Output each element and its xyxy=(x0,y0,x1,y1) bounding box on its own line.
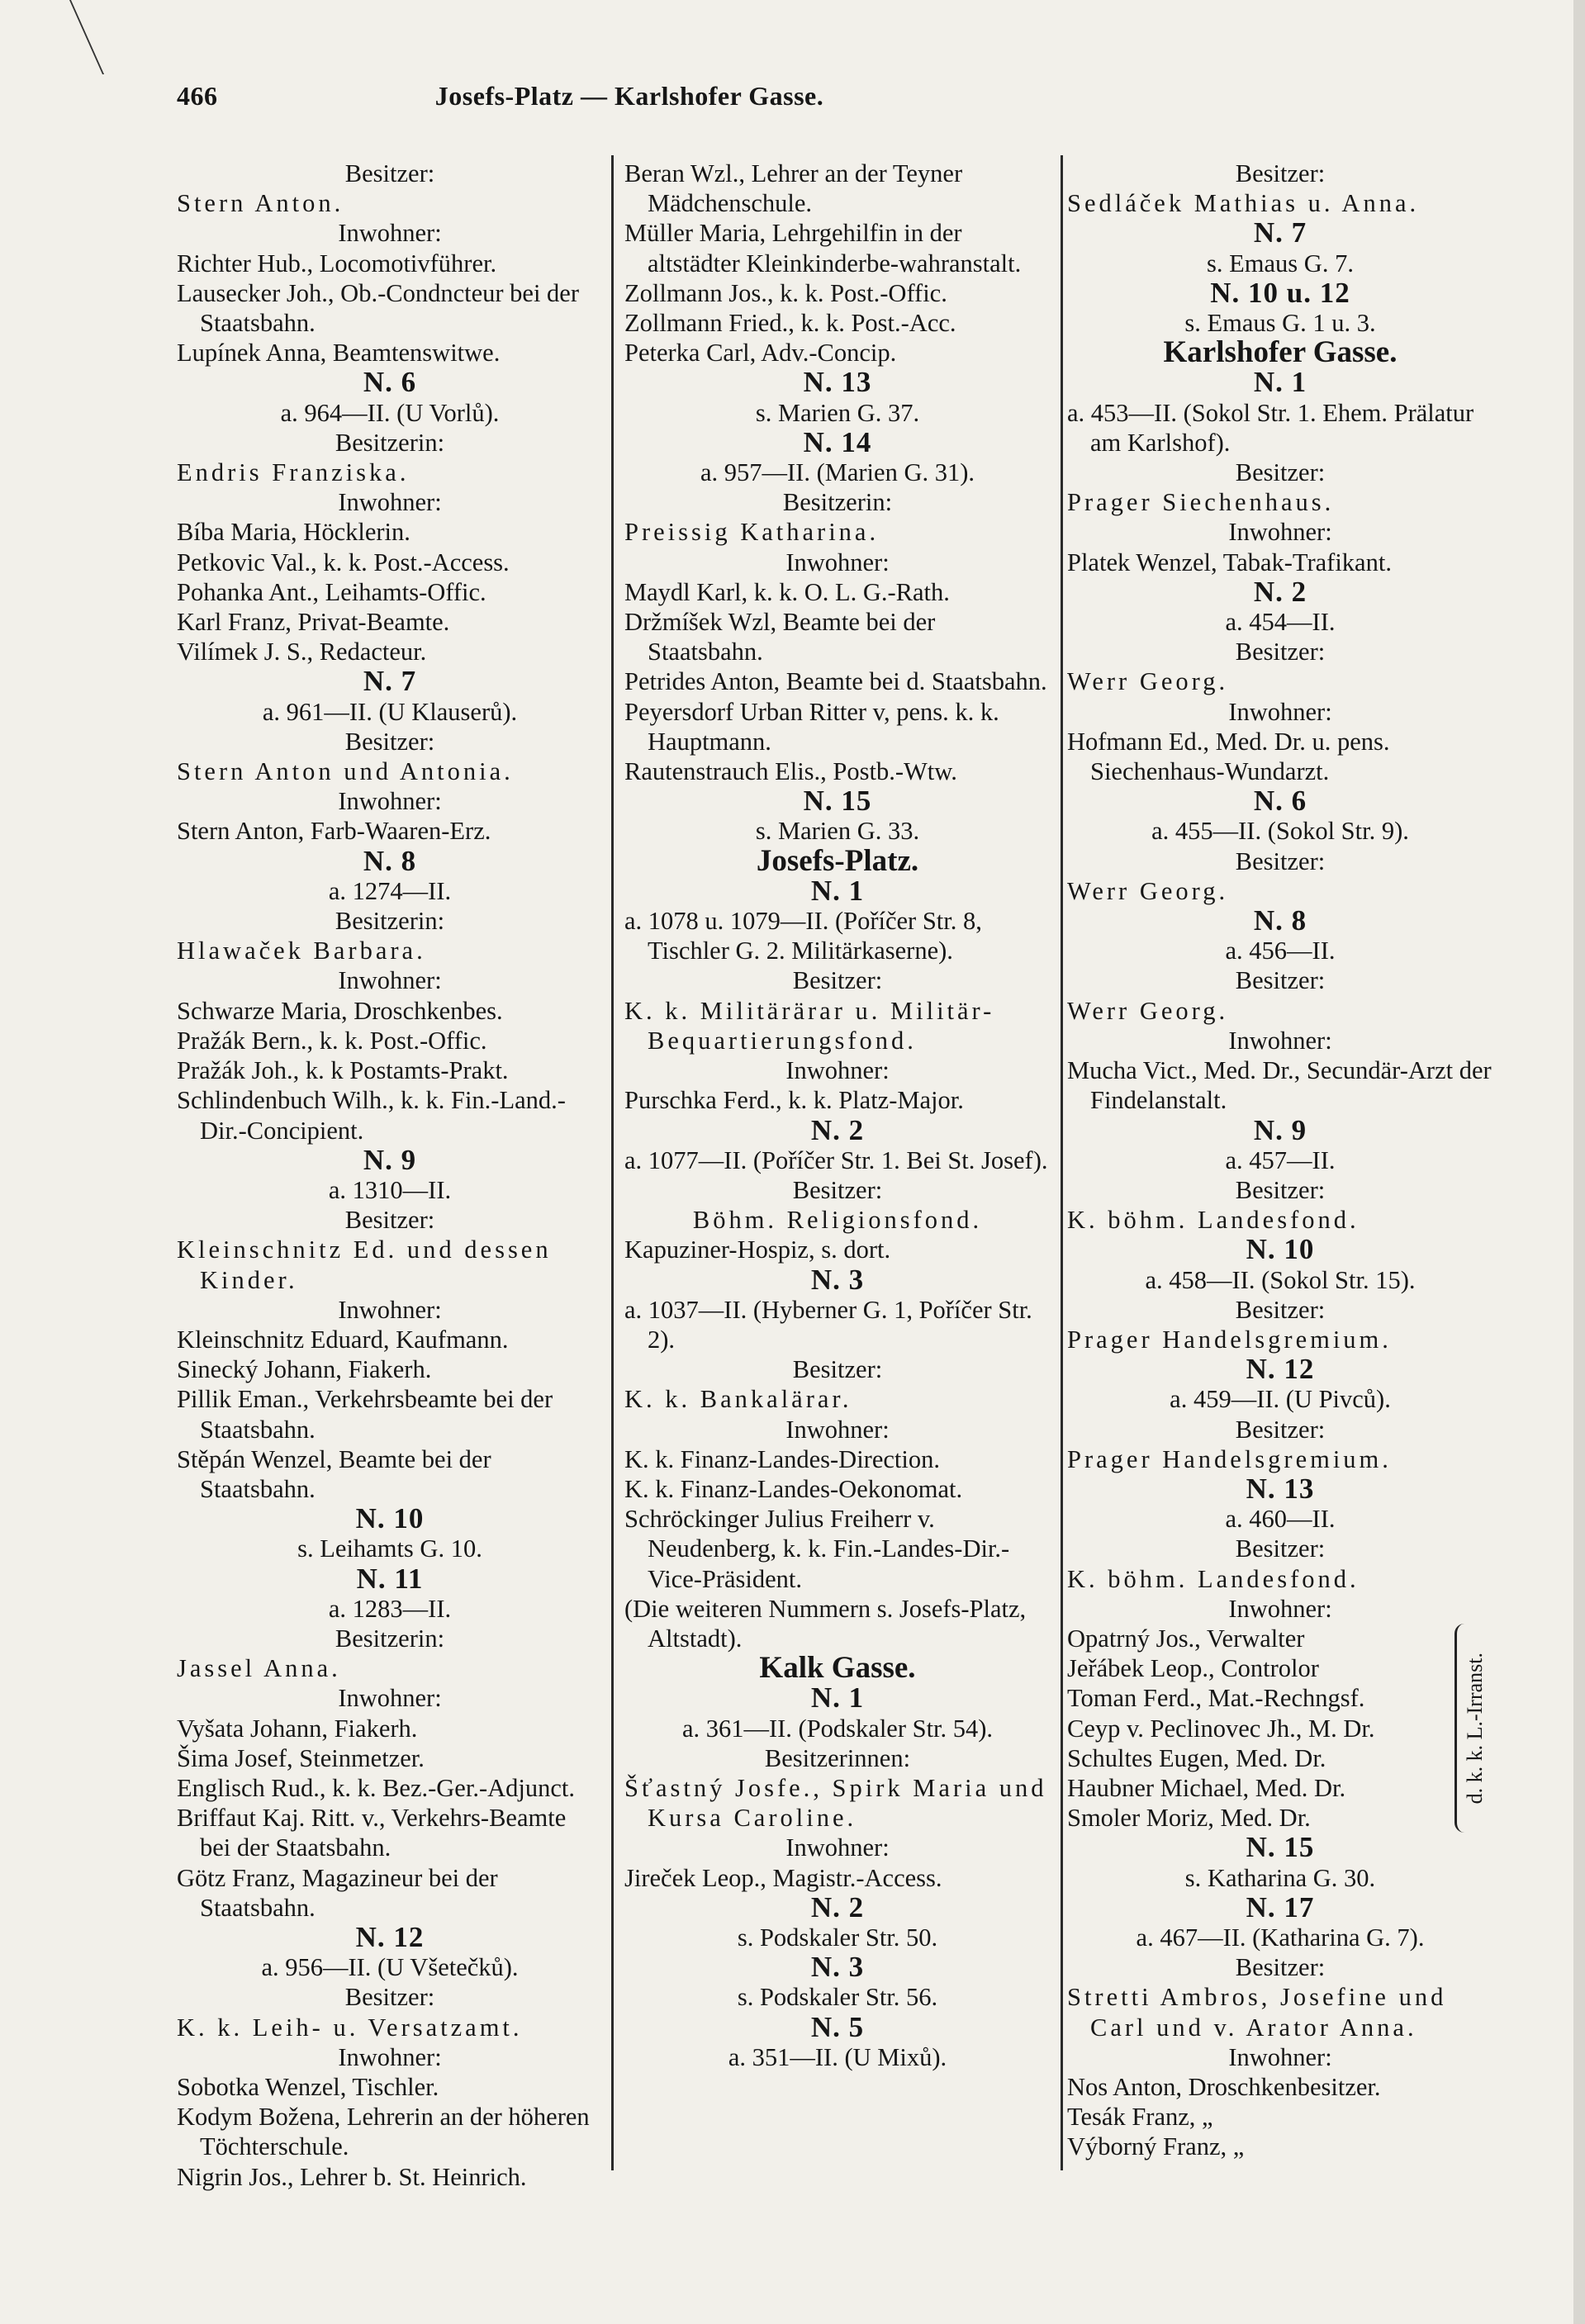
page-title: Josefs-Platz — Karlshofer Gasse. xyxy=(434,81,824,111)
house-number: N. 9 xyxy=(1253,1113,1307,1146)
directory-entry: Schlindenbuch Wilh., k. k. Fin.-Land.-Dir.-Concipient. xyxy=(177,1086,566,1145)
owner-name: Prager Handelsgremium. xyxy=(1067,1325,1392,1354)
house-number: N. 7 xyxy=(363,665,417,698)
directory-entry: Petkovic Val., k. k. Post.-Access. xyxy=(177,548,510,576)
directory-entry: Schultes Eugen, Med. Dr. xyxy=(1067,1743,1326,1772)
section-label: a. 460—II. xyxy=(1225,1505,1336,1534)
section-label: a. 457—II. xyxy=(1225,1145,1336,1174)
directory-entry: Rautenstrauch Elis., Postb.-Wtw. xyxy=(624,757,957,786)
directory-entry: Ceyp v. Peclinovec Jh., M. Dr. xyxy=(1067,1714,1375,1743)
section-label: s. Marien G. 33. xyxy=(755,817,920,846)
directory-entry: Kodym Božena, Lehrerin an der höheren Töchterschule. xyxy=(177,2103,590,2161)
owner-name: Prager Siechenhaus. xyxy=(1067,488,1335,517)
section-label: Inwohner: xyxy=(1228,2042,1332,2071)
section-label: a. 957—II. (Marien G. 31). xyxy=(700,458,975,487)
directory-entry: Zollmann Fried., k. k. Post.-Acc. xyxy=(624,309,956,338)
house-number: N. 14 xyxy=(803,425,872,458)
directory-entry: Smoler Moriz, Med. Dr. xyxy=(1067,1804,1311,1833)
section-label: Inwohner: xyxy=(338,1684,442,1713)
owner-name: Jassel Anna. xyxy=(177,1654,341,1683)
house-number: N. 2 xyxy=(810,1113,865,1146)
directory-entry: Purschka Ferd., k. k. Platz-Major. xyxy=(624,1086,964,1115)
section-label: s. Katharina G. 30. xyxy=(1184,1863,1376,1892)
directory-entry: Lupínek Anna, Beamtenswitwe. xyxy=(177,339,501,368)
section-label: Inwohner: xyxy=(338,219,442,248)
section-label: s. Emaus G. 7. xyxy=(1207,249,1354,277)
section-label: Inwohner: xyxy=(1228,518,1332,547)
directory-entry: Hofmann Ed., Med. Dr. u. pens. Siechenhaus-Wundarzt. xyxy=(1067,727,1390,786)
owner-name: K. k. Militärärar u. Militär-Bequartierungsfond. xyxy=(624,996,995,1055)
directory-entry: Pohanka Ant., Leihamts-Offic. xyxy=(177,577,486,606)
section-label: Inwohner: xyxy=(785,1415,890,1444)
house-number: N. 1 xyxy=(1253,366,1307,399)
house-number: N. 10 xyxy=(355,1502,425,1535)
house-number: N. 2 xyxy=(1253,575,1307,608)
directory-entry: Stěpán Wenzel, Beamte bei der Staatsbahn. xyxy=(177,1444,491,1503)
owner-name: Preissig Katharina. xyxy=(624,518,880,547)
directory-entry: Stern Anton, Farb-Waaren-Erz. xyxy=(177,817,491,846)
page-edge xyxy=(1573,0,1585,2324)
section-label: Besitzer: xyxy=(344,159,435,187)
section-label: a. 456—II. xyxy=(1225,937,1336,965)
section-label: Besitzer: xyxy=(792,966,883,995)
house-number: N. 10 u. 12 xyxy=(1210,276,1350,309)
section-label: s. Podskaler Str. 56. xyxy=(737,1983,938,2012)
house-number: N. 12 xyxy=(355,1920,425,1953)
directory-entry: Kleinschnitz Eduard, Kaufmann. xyxy=(177,1325,509,1354)
section-label: Inwohner: xyxy=(1228,1594,1332,1623)
directory-entry: Zollmann Jos., k. k. Post.-Offic. xyxy=(624,278,947,307)
house-number: N. 8 xyxy=(363,844,417,877)
section-label: a. 956—II. (U Všetečků). xyxy=(261,1953,519,1982)
directory-entry: Kapuziner-Hospiz, s. dort. xyxy=(624,1236,891,1264)
column-3 xyxy=(1067,159,1493,2162)
section-label: a. 459—II. (U Pivců). xyxy=(1170,1385,1391,1414)
section-label: Besitzer: xyxy=(344,1206,435,1235)
section-label: a. 455—II. (Sokol Str. 9). xyxy=(1151,817,1409,846)
section-label: Besitzerinnen: xyxy=(764,1743,911,1772)
section-label: Besitzer: xyxy=(792,1175,883,1204)
directory-entry: Götz Franz, Magazineur bei der Staatsbahn. xyxy=(177,1863,498,1922)
house-number: N. 8 xyxy=(1253,904,1307,937)
owner-name: Stern Anton und Antonia. xyxy=(177,757,514,786)
house-number: N. 6 xyxy=(1253,785,1307,818)
directory-entry: Richter Hub., Locomotivführer. xyxy=(177,249,497,277)
bracket-items xyxy=(1067,1624,1453,1833)
section-label: Inwohner: xyxy=(338,787,442,816)
directory-entry: Sinecký Johann, Fiakerh. xyxy=(177,1355,432,1384)
directory-entry: (Die weiteren Nummern s. Josefs-Platz, Altstadt). xyxy=(624,1594,1027,1653)
directory-entry: Petrides Anton, Beamte bei d. Staatsbahn. xyxy=(624,667,1047,696)
owner-name: Kleinschnitz Ed. und dessen Kinder. xyxy=(177,1236,552,1294)
section-label: s. Podskaler Str. 50. xyxy=(737,1923,938,1952)
directory-entry: Schwarze Maria, Droschkenbes. xyxy=(177,996,503,1025)
directory-entry: Sobotka Wenzel, Tischler. xyxy=(177,2073,439,2101)
directory-entry: Pražák Joh., k. k Postamts-Prakt. xyxy=(177,1056,509,1085)
section-label: a. 1310—II. xyxy=(328,1175,452,1204)
corner-mark xyxy=(33,0,104,74)
section-label: Inwohner: xyxy=(785,1833,890,1862)
owner-name: Stretti Ambros, Josefine und Carl und v. Arator Anna. xyxy=(1067,1983,1447,2042)
section-label: Inwohner: xyxy=(785,1056,890,1085)
section-label: Besitzer: xyxy=(344,727,435,756)
directory-entry: Výborný Franz, „ xyxy=(1067,2132,1245,2161)
section-label: a. 1274—II. xyxy=(328,876,452,905)
directory-entry: Karl Franz, Privat-Beamte. xyxy=(177,608,450,637)
directory-entry: Schröckinger Julius Freiherr v. Neudenberg, k. k. Fin.-Landes-Dir.-Vice-Präsident. xyxy=(624,1505,1010,1593)
section-label: a. 961—II. (U Klauserů). xyxy=(262,697,518,726)
house-number: N. 3 xyxy=(810,1263,865,1296)
section-label: a. 1283—II. xyxy=(328,1594,452,1623)
section-label: s. Leihamts G. 10. xyxy=(297,1534,482,1563)
directory-entry: Peterka Carl, Adv.-Concip. xyxy=(624,339,897,368)
house-number: N. 2 xyxy=(810,1890,865,1923)
street-heading: Josefs-Platz. xyxy=(756,843,919,878)
house-number: N. 1 xyxy=(810,874,865,907)
street-heading: Kalk Gasse. xyxy=(759,1651,916,1686)
house-number: N. 13 xyxy=(1246,1472,1315,1505)
house-number: N. 10 xyxy=(1246,1233,1315,1266)
section-label: Besitzer: xyxy=(1235,966,1326,995)
section-label: a. 467—II. (Katharina G. 7). xyxy=(1136,1923,1425,1952)
section-label: Besitzer: xyxy=(1235,1534,1326,1563)
column-divider xyxy=(611,155,614,2170)
owner-name: Endris Franziska. xyxy=(177,458,410,487)
section-label: Inwohner: xyxy=(338,1295,442,1324)
section-label: Besitzerin: xyxy=(335,1624,445,1653)
house-number: N. 12 xyxy=(1246,1353,1315,1386)
section-label: Besitzerin: xyxy=(335,907,445,936)
section-label: a. 964—II. (U Vorlů). xyxy=(280,398,500,427)
house-number: N. 7 xyxy=(1253,216,1307,249)
bracket-label-text: d. k. k. L.-Irranst. xyxy=(1462,1652,1487,1805)
section-label: Besitzer: xyxy=(1235,1953,1326,1982)
house-number: N. 1 xyxy=(810,1681,865,1715)
section-label: Besitzer: xyxy=(1235,1415,1326,1444)
section-label: Inwohner: xyxy=(1228,1026,1332,1055)
bracket-group xyxy=(1067,1624,1493,1833)
directory-entry: Nigrin Jos., Lehrer b. St. Heinrich. xyxy=(177,2162,527,2191)
directory-entry: Tesák Franz, „ xyxy=(1067,2103,1213,2132)
section-label: Inwohner: xyxy=(338,2042,442,2071)
column-2 xyxy=(624,159,1051,2072)
directory-entry: a. 1037—II. (Hyberner G. 1, Poříčer Str. 2). xyxy=(624,1295,1032,1354)
owner-name: Werr Georg. xyxy=(1067,996,1229,1025)
section-label: a. 351—II. (U Mixů). xyxy=(728,2042,947,2071)
section-label: Inwohner: xyxy=(338,966,442,995)
directory-entry: Briffaut Kaj. Ritt. v., Verkehrs-Beamte bei der Staatsbahn. xyxy=(177,1804,567,1862)
section-label: Besitzer: xyxy=(1235,847,1326,875)
section-label: Besitzer: xyxy=(792,1355,883,1384)
section-label: Besitzer: xyxy=(1235,1175,1326,1204)
house-number: N. 6 xyxy=(363,366,417,399)
directory-entry: Opatrný Jos., Verwalter xyxy=(1067,1624,1305,1653)
directory-entry: Toman Ferd., Mat.-Rechngsf. xyxy=(1067,1684,1365,1713)
directory-entry: Lausecker Joh., Ob.-Condncteur bei der Staatsbahn. xyxy=(177,278,579,338)
house-number: N. 13 xyxy=(803,366,872,399)
section-label: Besitzer: xyxy=(1235,458,1326,487)
section-label: s. Marien G. 37. xyxy=(755,398,920,427)
owner-name: K. k. Bankalärar. xyxy=(624,1385,852,1414)
section-label: Inwohner: xyxy=(785,548,890,576)
house-number: N. 5 xyxy=(810,2010,865,2043)
directory-entry: Nos Anton, Droschkenbesitzer. xyxy=(1067,2073,1381,2101)
street-heading: Karlshofer Gasse. xyxy=(1163,335,1398,370)
house-number: N. 3 xyxy=(810,1951,865,1984)
owner-name: Böhm. Religionsfond. xyxy=(692,1206,983,1235)
owner-name: Šťastný Josfe., Spirk Maria und Kursa Caroline. xyxy=(624,1773,1047,1833)
column-1 xyxy=(177,159,603,2192)
directory-entry: K. k. Finanz-Landes-Direction. xyxy=(624,1444,940,1473)
directory-entry: Pillik Eman., Verkehrsbeamte bei der Staatsbahn. xyxy=(177,1385,553,1444)
directory-entry: Šima Josef, Steinmetzer. xyxy=(177,1743,425,1772)
column-divider xyxy=(1061,155,1063,2170)
house-number: N. 11 xyxy=(356,1562,424,1595)
house-number: N. 9 xyxy=(363,1143,417,1176)
section-label: Besitzer: xyxy=(1235,1295,1326,1324)
section-label: Besitzer: xyxy=(344,1983,435,2012)
bracket-label xyxy=(1454,1624,1493,1833)
directory-entry: a. 1078 u. 1079—II. (Poříčer Str. 8, Tischler G. 2. Militärkaserne). xyxy=(624,907,982,965)
directory-entry: Vyšata Johann, Fiakerh. xyxy=(177,1714,418,1743)
owner-name: K. böhm. Landesfond. xyxy=(1067,1206,1360,1235)
section-label: a. 361—II. (Podskaler Str. 54). xyxy=(681,1714,994,1743)
owner-name: Hlawaček Barbara. xyxy=(177,937,426,965)
section-label: a. 458—II. (Sokol Str. 15). xyxy=(1145,1265,1416,1294)
page-number: 466 xyxy=(177,81,218,111)
section-label: Besitzer: xyxy=(1235,159,1326,187)
directory-entry: Englisch Rud., k. k. Bez.-Ger.-Adjunct. xyxy=(177,1773,575,1802)
directory-entry: Mucha Vict., Med. Dr., Secundär-Arzt der Findelanstalt. xyxy=(1067,1056,1492,1115)
owner-name: Prager Handelsgremium. xyxy=(1067,1444,1392,1473)
owner-name: Werr Georg. xyxy=(1067,876,1229,905)
directory-entry: Bíba Maria, Höcklerin. xyxy=(177,518,410,547)
section-label: s. Emaus G. 1 u. 3. xyxy=(1184,309,1376,338)
owner-name: K. böhm. Landesfond. xyxy=(1067,1564,1360,1593)
directory-entry: Beran Wzl., Lehrer an der Teyner Mädchenschule. xyxy=(624,159,963,218)
owner-name: K. k. Leih- u. Versatzamt. xyxy=(177,2013,523,2042)
owner-name: Werr Georg. xyxy=(1067,667,1229,696)
directory-entry: Peyersdorf Urban Ritter v, pens. k. k. Hauptmann. xyxy=(624,697,999,756)
directory-entry: Držmíšek Wzl, Beamte bei der Staatsbahn. xyxy=(624,608,936,666)
directory-entry: Maydl Karl, k. k. O. L. G.-Rath. xyxy=(624,577,950,606)
directory-entry: Platek Wenzel, Tabak-Trafikant. xyxy=(1067,548,1392,576)
directory-entry: Vilímek J. S., Redacteur. xyxy=(177,638,427,666)
directory-entry: K. k. Finanz-Landes-Oekonomat. xyxy=(624,1474,963,1503)
house-number: N. 15 xyxy=(803,785,872,818)
owner-name: Stern Anton. xyxy=(177,189,344,218)
section-label: a. 454—II. xyxy=(1225,608,1336,637)
directory-entry: Haubner Michael, Med. Dr. xyxy=(1067,1773,1346,1802)
directory-entry: a. 453—II. (Sokol Str. 1. Ehem. Prälatur am Karlshof). xyxy=(1067,398,1474,457)
section-label: Inwohner: xyxy=(1228,697,1332,726)
directory-entry: Jireček Leop., Magistr.-Access. xyxy=(624,1863,942,1892)
section-label: Besitzer: xyxy=(1235,638,1326,666)
house-number: N. 15 xyxy=(1246,1831,1315,1864)
directory-entry: Pražák Bern., k. k. Post.-Offic. xyxy=(177,1026,487,1055)
section-label: Inwohner: xyxy=(338,488,442,517)
directory-entry: Jeřábek Leop., Controlor xyxy=(1067,1654,1319,1683)
section-label: Besitzerin: xyxy=(335,428,445,457)
directory-entry: a. 1077—II. (Poříčer Str. 1. Bei St. Josef). xyxy=(624,1145,1048,1174)
directory-entry: Müller Maria, Lehrgehilfin in der altstädter Kleinkinderbe-wahranstalt. xyxy=(624,219,1022,277)
owner-name: Sedláček Mathias u. Anna. xyxy=(1067,189,1420,218)
section-label: Besitzerin: xyxy=(782,488,893,517)
house-number: N. 17 xyxy=(1246,1890,1315,1923)
